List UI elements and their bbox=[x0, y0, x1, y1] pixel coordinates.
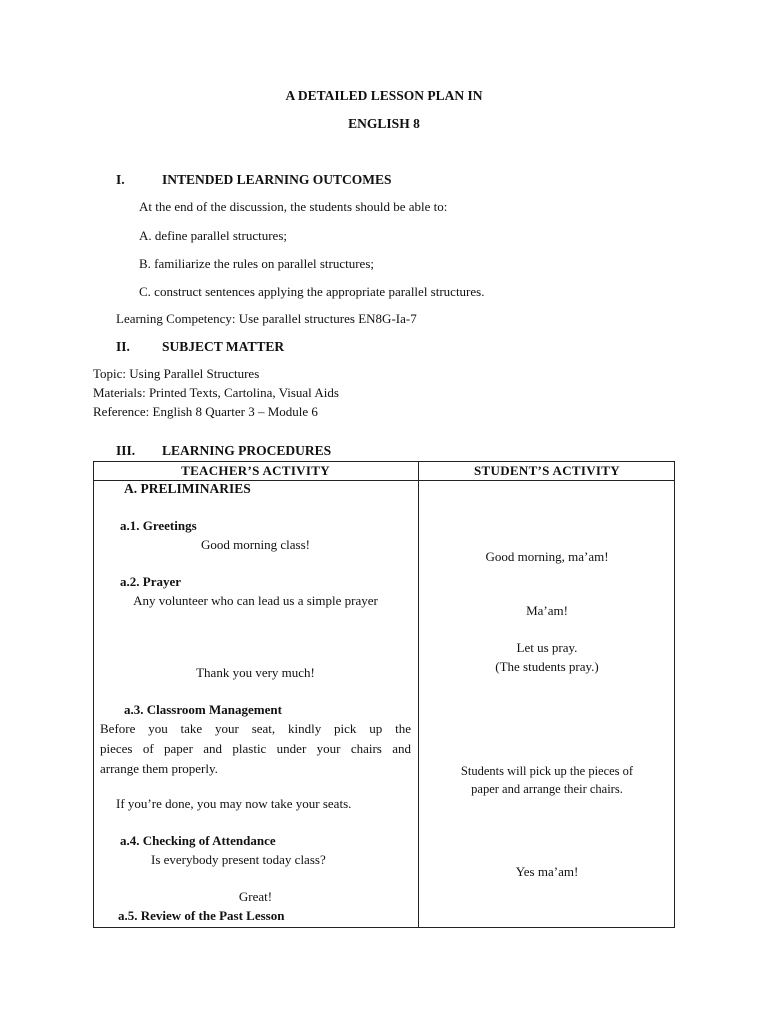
section2-number: II. bbox=[116, 339, 130, 354]
prayer-heading: a.2. Prayer bbox=[120, 574, 182, 589]
document-title-line2: ENGLISH 8 bbox=[348, 116, 420, 131]
table-column-divider bbox=[418, 461, 419, 928]
objective-a: A. define parallel structures; bbox=[139, 228, 287, 243]
section2-heading: SUBJECT MATTER bbox=[162, 339, 285, 354]
document-title-line1: A DETAILED LESSON PLAN IN bbox=[285, 88, 483, 103]
attendance-heading: a.4. Checking of Attendance bbox=[120, 833, 276, 848]
review-heading: a.5. Review of the Past Lesson bbox=[118, 908, 285, 923]
subject-reference: Reference: English 8 Quarter 3 – Module 6 bbox=[93, 404, 318, 419]
student-yes-maam: Yes ma’am! bbox=[515, 864, 579, 879]
take-seats-text: If you’re done, you may now take your seats. bbox=[116, 796, 352, 811]
student-let-us-pray: Let us pray. bbox=[516, 640, 578, 655]
student-maam: Ma’am! bbox=[526, 603, 568, 618]
section3-heading: LEARNING PROCEDURES bbox=[162, 443, 332, 458]
learning-competency: Learning Competency: Use parallel structures EN8G-Ia-7 bbox=[116, 311, 417, 326]
greetings-text: Good morning class! bbox=[200, 537, 311, 552]
classroom-management-heading: a.3. Classroom Management bbox=[124, 702, 282, 717]
greetings-heading: a.1. Greetings bbox=[120, 518, 197, 533]
section1-heading: INTENDED LEARNING OUTCOMES bbox=[162, 172, 392, 187]
subject-topic: Topic: Using Parallel Structures bbox=[93, 366, 260, 381]
objective-c: C. construct sentences applying the appropriate parallel structures. bbox=[139, 284, 485, 299]
student-pickup-line-2: paper and arrange their chairs. bbox=[471, 782, 623, 796]
subject-materials: Materials: Printed Texts, Cartolina, Visual Aids bbox=[93, 385, 339, 400]
classroom-line-1: Before you take your seat, kindly pick up the bbox=[100, 721, 411, 736]
student-greeting-reply: Good morning, ma’am! bbox=[485, 549, 609, 564]
section1-intro: At the end of the discussion, the students should be able to: bbox=[139, 199, 448, 214]
attendance-text: Is everybody present today class? bbox=[151, 852, 326, 867]
preliminaries-heading: A. PRELIMINARIES bbox=[124, 481, 251, 496]
header-student-activity: STUDENT’S ACTIVITY bbox=[474, 463, 620, 478]
classroom-line-3: arrange them properly. bbox=[100, 761, 218, 776]
great-text: Great! bbox=[238, 889, 273, 904]
prayer-text: Any volunteer who can lead us a simple prayer bbox=[133, 593, 378, 608]
thank-you-text: Thank you very much! bbox=[196, 665, 315, 680]
student-pray-note: (The students pray.) bbox=[495, 659, 599, 674]
section3-number: III. bbox=[116, 443, 136, 458]
header-teacher-activity: TEACHER’S ACTIVITY bbox=[181, 463, 330, 478]
classroom-line-2: pieces of paper and plastic under your chairs and bbox=[100, 741, 411, 756]
section1-number: I. bbox=[116, 172, 125, 187]
student-pickup-line-1: Students will pick up the pieces of bbox=[460, 764, 634, 778]
objective-b: B. familiarize the rules on parallel structures; bbox=[139, 256, 374, 271]
